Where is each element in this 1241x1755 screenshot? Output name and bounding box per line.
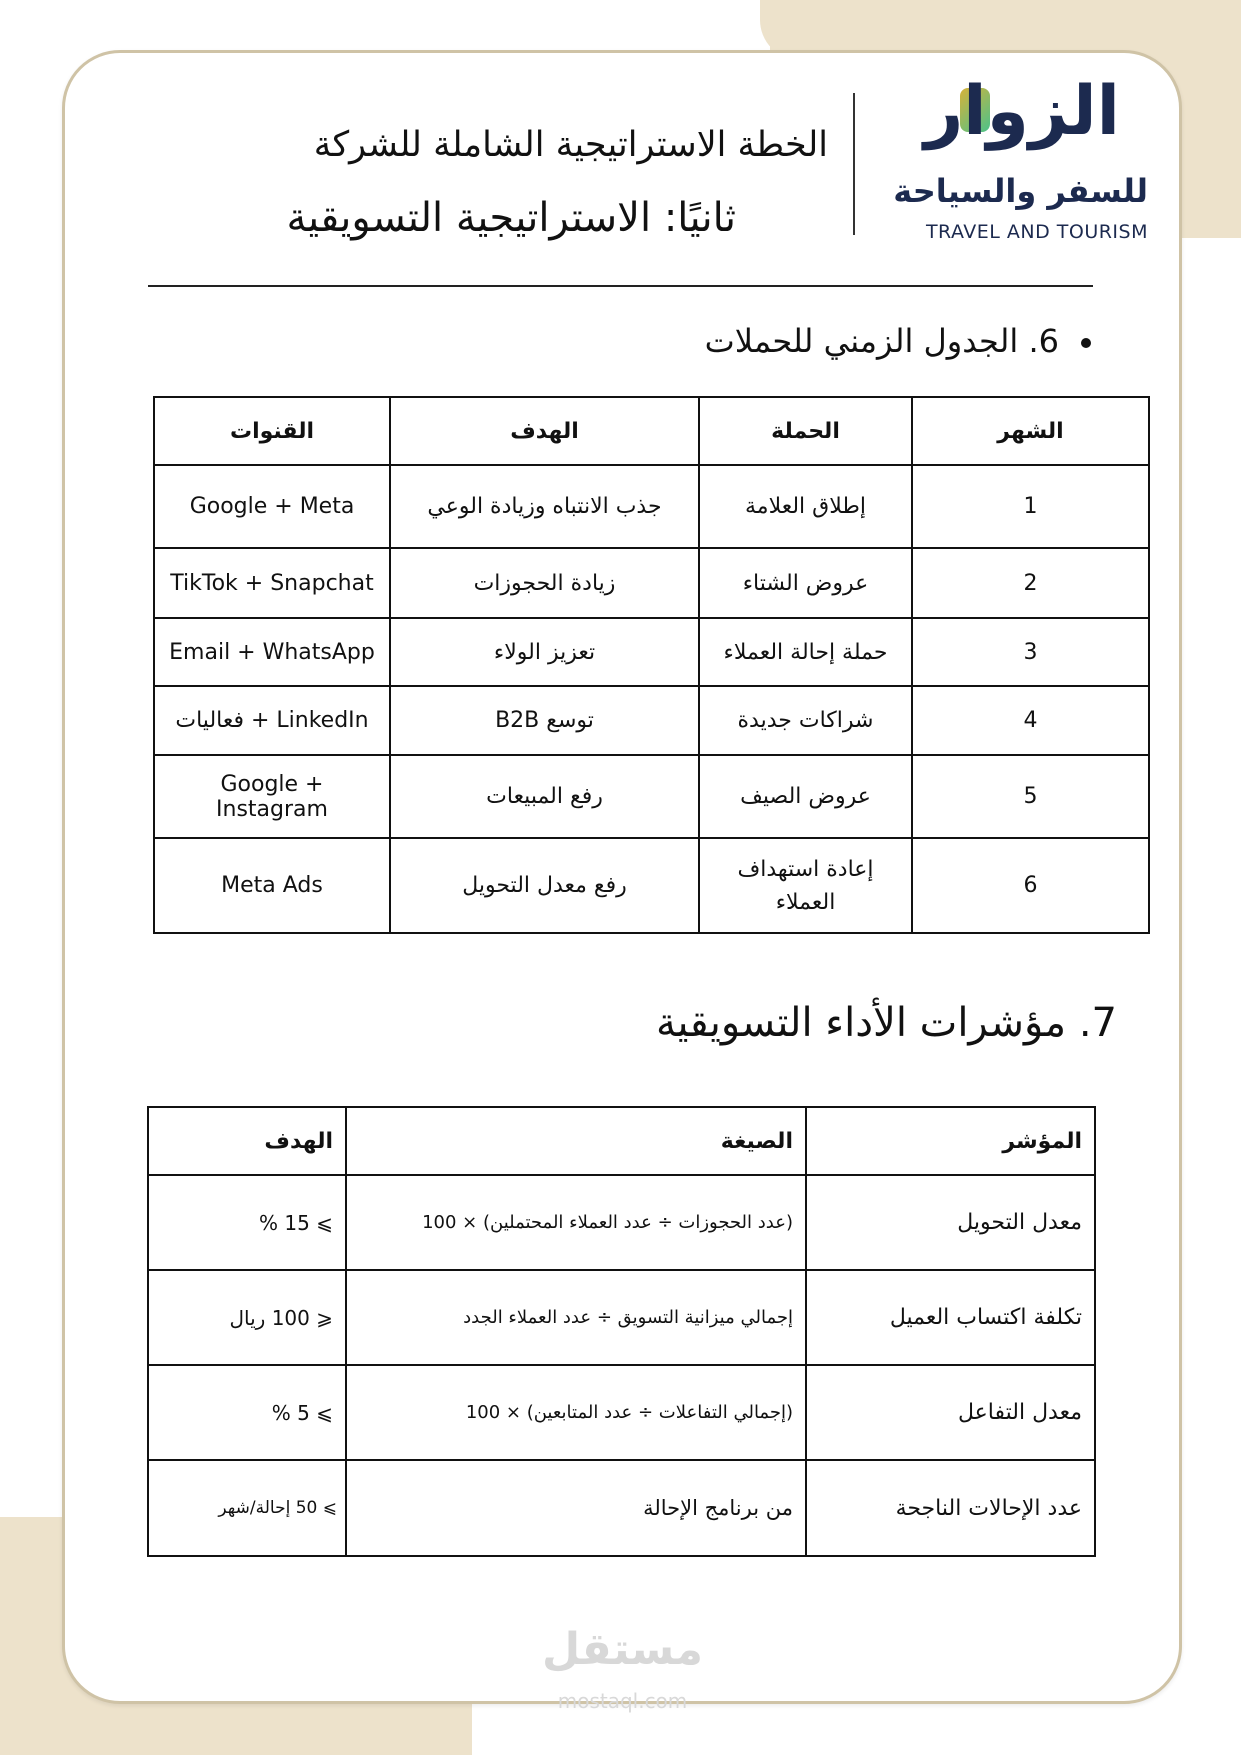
cell-channels: Google + Meta: [154, 465, 390, 548]
cell-target: ⩾ 50 إحالة/شهر: [148, 1460, 346, 1556]
cell-goal: رفع المبيعات: [390, 755, 699, 838]
section-heading-campaign-schedule: [705, 322, 1091, 360]
document-subtitle: ثانيًا: الاستراتيجية التسويقية: [286, 195, 736, 241]
table-row: [154, 755, 1149, 838]
cell-goal: تعزيز الولاء: [390, 618, 699, 686]
column-header: الشهر: [912, 397, 1149, 465]
column-header: الصيغة: [346, 1107, 806, 1175]
bullet-icon: [1081, 338, 1091, 348]
header-divider: [853, 93, 855, 235]
cell-formula: إجمالي ميزانية التسويق ÷ عدد العملاء الجدد: [346, 1270, 806, 1365]
table-row: [154, 618, 1149, 686]
cell-goal: زيادة الحجوزات: [390, 548, 699, 618]
cell-channels: Meta Ads: [154, 838, 390, 933]
document-title: الخطة الاستراتيجية الشاملة للشركة: [313, 125, 828, 165]
cell-channels: Email + WhatsApp: [154, 618, 390, 686]
watermark-ar: مستقل: [542, 1624, 703, 1675]
table-header-row: [154, 397, 1149, 465]
cell-channels: LinkedIn + فعاليات: [154, 686, 390, 755]
column-header: المؤشر: [806, 1107, 1095, 1175]
column-header: القنوات: [154, 397, 390, 465]
cell-campaign: عروض الصيف: [699, 755, 912, 838]
table-row: [148, 1175, 1095, 1270]
table-row: [154, 686, 1149, 755]
cell-goal: جذب الانتباه وزيادة الوعي: [390, 465, 699, 548]
cell-formula: من برنامج الإحالة: [346, 1460, 806, 1556]
header-rule: [148, 285, 1093, 287]
campaign-schedule-table: [153, 396, 1150, 934]
cell-campaign: إعادة استهداف العملاء: [699, 838, 912, 933]
cell-target: ⩾ 15 %: [148, 1175, 346, 1270]
logo-tagline-ar: للسفر والسياحة: [893, 172, 1148, 210]
table-header-row: [148, 1107, 1095, 1175]
cell-formula: (عدد الحجوزات ÷ عدد العملاء المحتملين) × 100: [346, 1175, 806, 1270]
cell-campaign: شراكات جديدة: [699, 686, 912, 755]
cell-month: 1: [912, 465, 1149, 548]
column-header: الحملة: [699, 397, 912, 465]
cell-month: 5: [912, 755, 1149, 838]
cell-indicator: تكلفة اكتساب العميل: [806, 1270, 1095, 1365]
cell-formula: (إجمالي التفاعلات ÷ عدد المتابعين) × 100: [346, 1365, 806, 1460]
cell-goal: توسع B2B: [390, 686, 699, 755]
cell-indicator: معدل التفاعل: [806, 1365, 1095, 1460]
cell-goal: رفع معدل التحويل: [390, 838, 699, 933]
cell-campaign: إطلاق العلامة: [699, 465, 912, 548]
column-header: الهدف: [390, 397, 699, 465]
cell-target: ⩾ 5 %: [148, 1365, 346, 1460]
cell-campaign: حملة إحالة العملاء: [699, 618, 912, 686]
cell-month: 4: [912, 686, 1149, 755]
section-heading-kpis: 7. مؤشرات الأداء التسويقية: [655, 1000, 1117, 1046]
cell-month: 3: [912, 618, 1149, 686]
section-heading-text: 6. الجدول الزمني للحملات: [704, 322, 1059, 360]
cell-indicator: معدل التحويل: [806, 1175, 1095, 1270]
cell-indicator: عدد الإحالات الناجحة: [806, 1460, 1095, 1556]
logo-tagline-en: TRAVEL AND TOURISM: [925, 221, 1148, 243]
cell-campaign: عروض الشتاء: [699, 548, 912, 618]
watermark: [520, 1618, 725, 1714]
watermark-en: mostaql.com: [557, 1689, 688, 1713]
cell-target: ⩽ 100 ريال: [148, 1270, 346, 1365]
marketing-kpi-table: [147, 1106, 1096, 1557]
table-row: [154, 838, 1149, 933]
cell-channels: Google + Instagram: [154, 755, 390, 838]
table-row: [154, 465, 1149, 548]
table-row: [148, 1365, 1095, 1460]
table-row: [148, 1460, 1095, 1556]
cell-month: 2: [912, 548, 1149, 618]
table-row: [154, 548, 1149, 618]
company-logo: [893, 70, 1150, 250]
cell-channels: TikTok + Snapchat: [154, 548, 390, 618]
cell-month: 6: [912, 838, 1149, 933]
column-header: الهدف: [148, 1107, 346, 1175]
table-row: [148, 1270, 1095, 1365]
logo-name: الزوار: [924, 72, 1120, 151]
